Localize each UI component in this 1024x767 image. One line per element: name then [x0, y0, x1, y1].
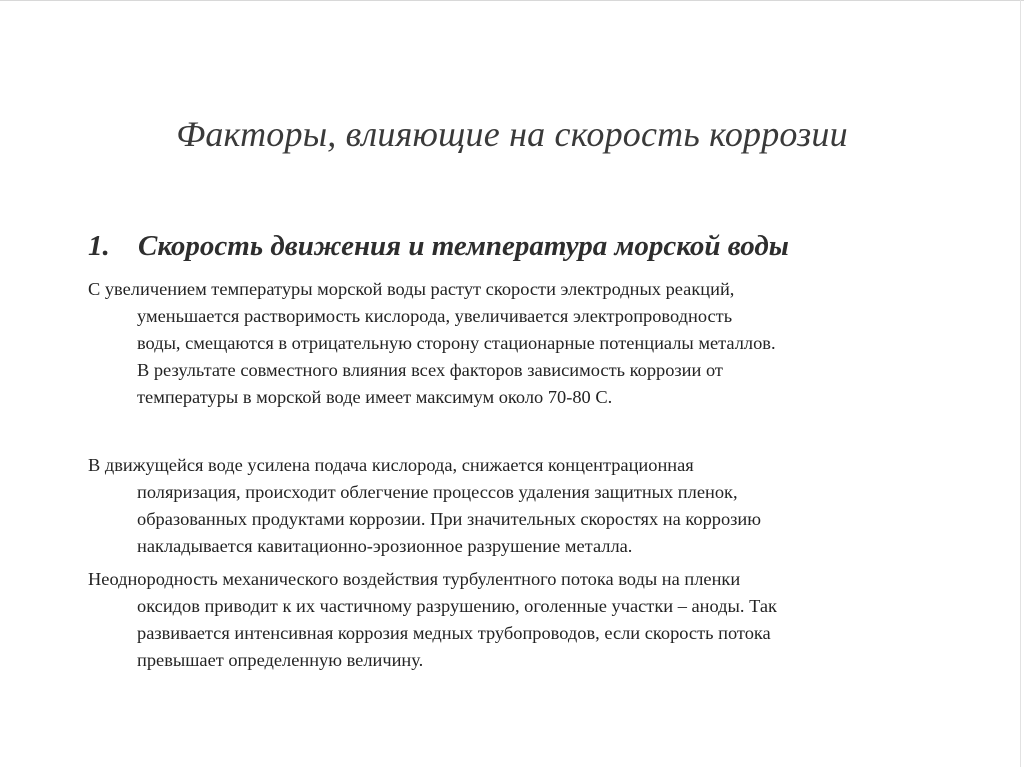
paragraph-moving-water: [88, 452, 948, 560]
paragraph-line: уменьшается растворимость кислорода, увеличивается электропроводность: [137, 306, 733, 326]
paragraph-line: В движущейся воде усилена подача кислорода, снижается концентрационная: [88, 455, 694, 475]
paragraph-line: развивается интенсивная коррозия медных трубопроводов, если скорость потока: [137, 623, 771, 643]
paragraph-line: В результате совместного влияния всех факторов зависимость коррозии от: [137, 360, 723, 380]
slide-title: Факторы, влияющие на скорость коррозии: [176, 114, 848, 154]
paragraph-line: образованных продуктами коррозии. При значительных скоростях на коррозию: [137, 509, 762, 529]
paragraph-temperature: [88, 276, 948, 411]
section-heading-number: 1.: [88, 230, 110, 262]
paragraph-turbulent-flow: [88, 566, 948, 674]
paragraph-line: оксидов приводит к их частичному разрушению, оголенные участки – аноды. Так: [137, 596, 777, 616]
paragraph-line: поляризация, происходит облегчение процессов удаления защитных пленок,: [137, 482, 738, 502]
section-heading-text: Скорость движения и температура морской воды: [138, 230, 789, 262]
paragraph-line: накладывается кавитационно-эрозионное разрушение металла.: [137, 536, 633, 556]
paragraph-line: воды, смещаются в отрицательную сторону стационарные потенциалы металлов.: [137, 333, 776, 353]
paragraph-line: Неоднородность механического воздействия турбулентного потока воды на пленки: [88, 569, 741, 589]
paragraph-line: С увеличением температуры морской воды растут скорости электродных реакций,: [88, 279, 735, 299]
paragraph-line: превышает определенную величину.: [137, 650, 424, 670]
paragraph-line: температуры в морской воде имеет максимум около 70-80 С.: [137, 387, 613, 407]
section-heading: [88, 229, 789, 263]
slide-frame-top: [0, 0, 1024, 1]
